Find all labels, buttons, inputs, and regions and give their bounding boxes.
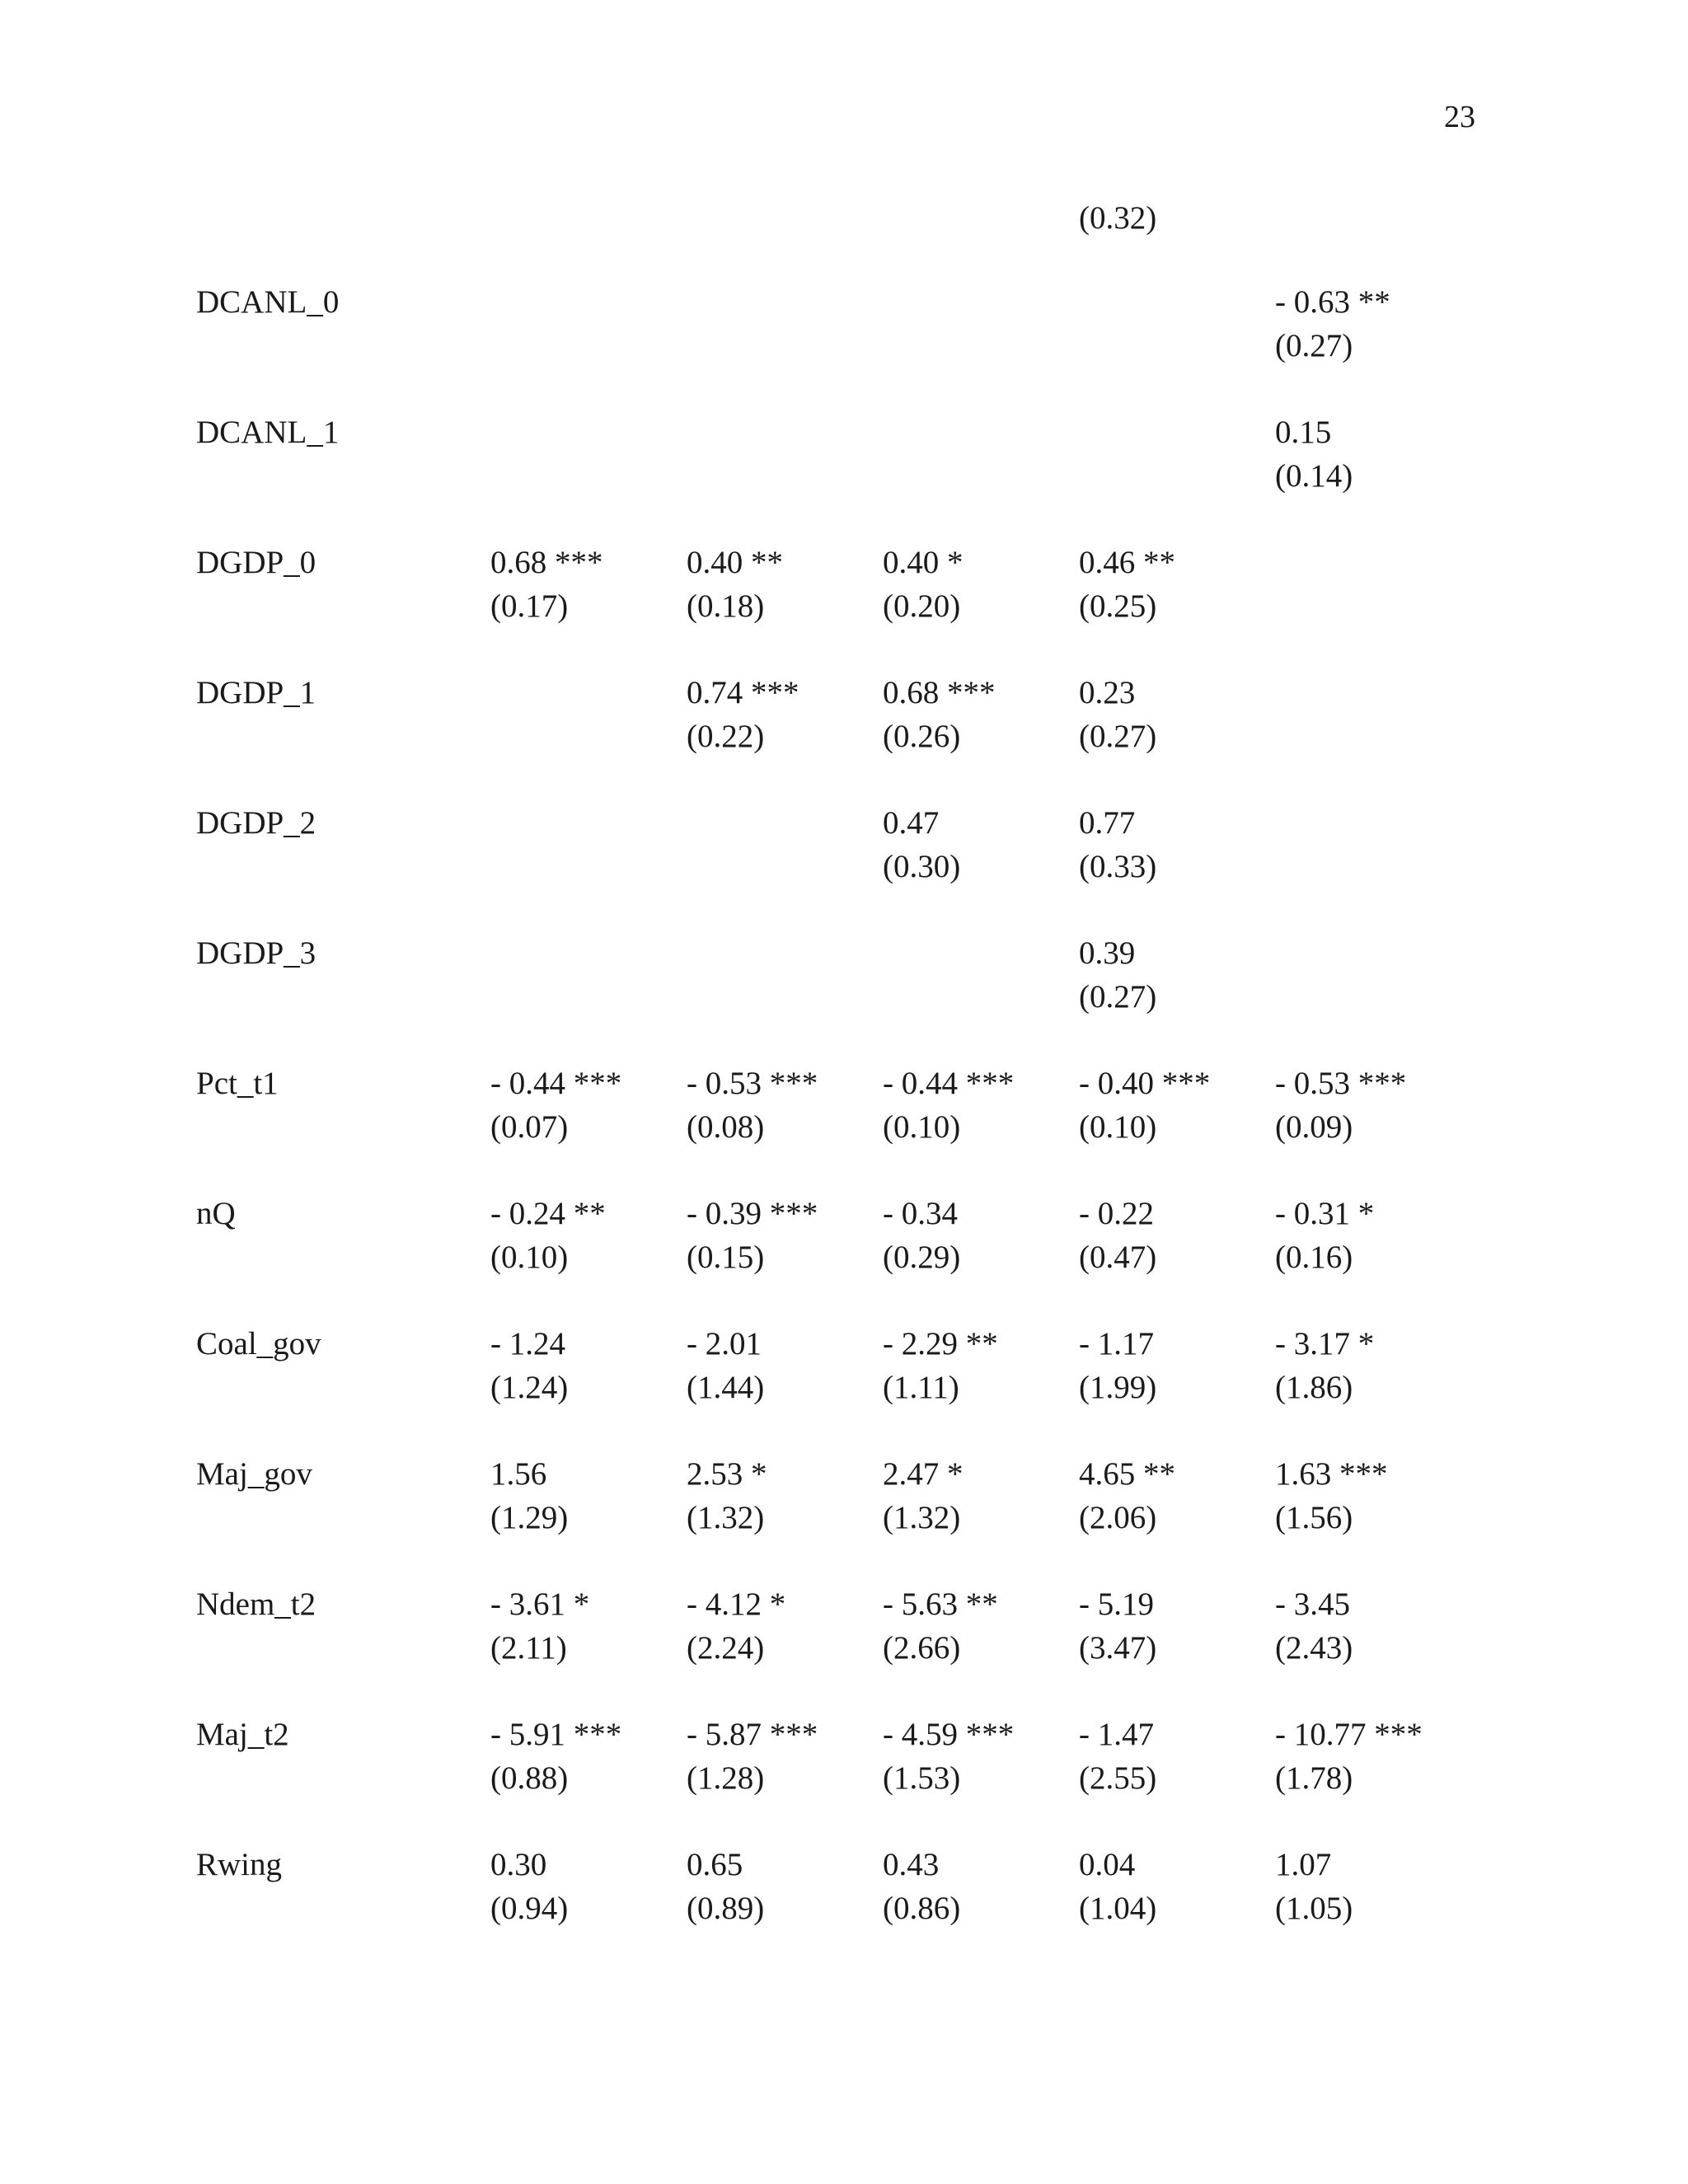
cell-col-2 — [687, 541, 783, 628]
coefficient: - 4.59 *** — [883, 1717, 1015, 1752]
coefficient: 4.65 ** — [1079, 1456, 1175, 1492]
table-row-continuation — [0, 196, 1688, 280]
coefficient: 0.04 — [1079, 1847, 1136, 1882]
coefficient: 1.07 — [1275, 1847, 1332, 1882]
standard-error: (0.14) — [1275, 458, 1353, 494]
cell-col-5 — [1275, 1713, 1423, 1800]
cell-col-5 — [1275, 1062, 1406, 1149]
cell-col-2 — [687, 671, 799, 758]
table-row-dgdp-2 — [0, 801, 1688, 931]
coefficient: 0.47 — [883, 805, 940, 841]
coefficient: - 5.63 ** — [883, 1586, 998, 1622]
standard-error: (0.18) — [687, 588, 765, 624]
cell-col-5 — [1275, 410, 1353, 498]
standard-error: (0.29) — [883, 1240, 961, 1275]
standard-error: (1.32) — [687, 1500, 765, 1535]
standard-error: (0.15) — [687, 1240, 765, 1275]
row-label: DCANL_0 — [196, 284, 340, 320]
row-label: DGDP_0 — [196, 545, 316, 580]
standard-error: (0.30) — [883, 849, 961, 884]
standard-error: (1.28) — [687, 1760, 765, 1796]
standard-error: (2.55) — [1079, 1760, 1157, 1796]
row-label: Maj_gov — [196, 1456, 312, 1492]
cell-col-5 — [1275, 280, 1390, 368]
coefficient: 2.53 * — [687, 1456, 767, 1492]
cell-col-1 — [490, 541, 603, 628]
standard-error: (0.33) — [1079, 849, 1157, 884]
standard-error: (0.89) — [687, 1891, 765, 1926]
cell-col-1 — [490, 1582, 589, 1670]
coefficient: 0.40 ** — [687, 545, 783, 580]
standard-error: (0.86) — [883, 1891, 961, 1926]
cell-col-3 — [883, 1062, 1014, 1149]
table-row-dgdp-0 — [0, 541, 1688, 671]
cell-col-3 — [883, 1843, 960, 1930]
cell-col-5 — [1275, 1322, 1374, 1409]
standard-error: (0.08) — [687, 1109, 765, 1145]
coefficient: 0.23 — [1079, 675, 1136, 710]
cell-col-4 — [1079, 1843, 1156, 1930]
cell-col-1 — [490, 1843, 568, 1930]
coefficient: - 0.39 *** — [687, 1196, 818, 1231]
coefficient: - 5.91 *** — [490, 1717, 622, 1752]
standard-error: (0.09) — [1275, 1109, 1353, 1145]
standard-error: (1.04) — [1079, 1891, 1157, 1926]
standard-error: (1.24) — [490, 1370, 569, 1405]
coefficient: - 2.29 ** — [883, 1326, 998, 1361]
cell-col-3 — [883, 1322, 998, 1409]
cell-col-5 — [1275, 1843, 1353, 1930]
cell-col-2 — [687, 1582, 785, 1670]
cell-col-4 — [1079, 541, 1175, 628]
page-number: 23 — [1444, 100, 1475, 134]
coefficient: - 1.24 — [490, 1326, 565, 1361]
coefficient: 2.47 * — [883, 1456, 964, 1492]
table-row-ndem-t2 — [0, 1582, 1688, 1713]
coefficient: - 4.12 * — [687, 1586, 786, 1622]
cell-col-4 — [1079, 1582, 1156, 1670]
standard-error: (0.10) — [1079, 1109, 1157, 1145]
cell-col-2 — [687, 1192, 818, 1279]
cell-col-2 — [687, 1452, 767, 1540]
standard-error: (0.16) — [1275, 1240, 1353, 1275]
standard-error: (1.44) — [687, 1370, 765, 1405]
cell-col-4 — [1079, 1713, 1156, 1800]
standard-error: (0.27) — [1079, 719, 1157, 754]
standard-error: (0.94) — [490, 1891, 569, 1926]
standard-error: (0.17) — [490, 588, 569, 624]
standard-error: (2.24) — [687, 1630, 765, 1666]
coefficient: - 0.24 ** — [490, 1196, 606, 1231]
coefficient: 0.15 — [1275, 415, 1332, 450]
row-label: DCANL_1 — [196, 415, 340, 450]
coefficient: - 5.19 — [1079, 1586, 1154, 1622]
standard-error: (2.06) — [1079, 1500, 1157, 1535]
standard-error: (3.47) — [1079, 1630, 1157, 1666]
row-label: Coal_gov — [196, 1326, 321, 1361]
coefficient: 0.39 — [1079, 935, 1136, 971]
cell-col-3 — [883, 671, 996, 758]
coefficient: 0.68 *** — [490, 545, 603, 580]
coefficient: 1.63 *** — [1275, 1456, 1388, 1492]
coefficient: - 0.22 — [1079, 1196, 1154, 1231]
cell-col-4 — [1079, 1062, 1210, 1149]
standard-error: (1.78) — [1275, 1760, 1353, 1796]
table-row-dgdp-1 — [0, 671, 1688, 801]
cell-col-4 — [1079, 1452, 1175, 1540]
cell-col-1 — [490, 1062, 621, 1149]
row-label: nQ — [196, 1196, 236, 1231]
row-label: DGDP_2 — [196, 805, 316, 841]
row-label: DGDP_1 — [196, 675, 316, 710]
standard-error: (0.88) — [490, 1760, 569, 1796]
regression-table — [0, 196, 1688, 1973]
cell-col-2 — [687, 1713, 818, 1800]
coefficient: - 0.53 *** — [1275, 1066, 1407, 1101]
cell-col-4 — [1079, 196, 1156, 240]
table-row-dgdp-3 — [0, 931, 1688, 1062]
cell-col-4 — [1079, 801, 1156, 888]
cell-col-5 — [1275, 1192, 1374, 1279]
standard-error: (0.20) — [883, 588, 961, 624]
row-label: DGDP_3 — [196, 935, 316, 971]
coefficient: 0.30 — [490, 1847, 547, 1882]
coefficient: - 5.87 *** — [687, 1717, 818, 1752]
cell-col-2 — [687, 1062, 818, 1149]
table-row-dcanl-1 — [0, 410, 1688, 541]
coefficient: 0.65 — [687, 1847, 743, 1882]
cell-col-4 — [1079, 931, 1156, 1019]
coefficient: - 0.44 *** — [883, 1066, 1015, 1101]
cell-col-5 — [1275, 1452, 1388, 1540]
cell-col-4 — [1079, 1322, 1156, 1409]
cell-col-3 — [883, 1192, 960, 1279]
cell-col-1 — [490, 1192, 606, 1279]
table-row-dcanl-0 — [0, 280, 1688, 410]
standard-error: (1.53) — [883, 1760, 961, 1796]
standard-error: (0.10) — [883, 1109, 961, 1145]
coefficient: - 3.61 * — [490, 1586, 590, 1622]
cell-col-1 — [490, 1452, 568, 1540]
cell-col-2 — [687, 1322, 764, 1409]
standard-error: (1.11) — [883, 1370, 959, 1405]
coefficient: - 1.17 — [1079, 1326, 1154, 1361]
coefficient: (0.32) — [1079, 200, 1157, 236]
standard-error: (0.27) — [1079, 979, 1157, 1015]
coefficient: 0.40 * — [883, 545, 964, 580]
table-row-pct-t1 — [0, 1062, 1688, 1192]
standard-error: (0.10) — [490, 1240, 569, 1275]
cell-col-3 — [883, 1452, 964, 1540]
coefficient: 0.74 *** — [687, 675, 799, 710]
table-row-rwing — [0, 1843, 1688, 1973]
row-label: Ndem_t2 — [196, 1586, 316, 1622]
standard-error: (1.05) — [1275, 1891, 1353, 1926]
cell-col-3 — [883, 1582, 998, 1670]
coefficient: 0.43 — [883, 1847, 940, 1882]
row-label: Pct_t1 — [196, 1066, 279, 1101]
standard-error: (0.27) — [1275, 328, 1353, 363]
coefficient: - 0.31 * — [1275, 1196, 1375, 1231]
cell-col-2 — [687, 1843, 764, 1930]
coefficient: - 1.47 — [1079, 1717, 1154, 1752]
row-label: Rwing — [196, 1847, 283, 1882]
standard-error: (0.22) — [687, 719, 765, 754]
row-label: Maj_t2 — [196, 1717, 289, 1752]
cell-col-1 — [490, 1713, 621, 1800]
cell-col-3 — [883, 1713, 1014, 1800]
cell-col-5 — [1275, 1582, 1353, 1670]
coefficient: - 3.45 — [1275, 1586, 1350, 1622]
standard-error: (1.29) — [490, 1500, 569, 1535]
standard-error: (1.32) — [883, 1500, 961, 1535]
cell-col-4 — [1079, 671, 1156, 758]
coefficient: 0.46 ** — [1079, 545, 1175, 580]
standard-error: (2.43) — [1275, 1630, 1353, 1666]
coefficient: - 0.34 — [883, 1196, 958, 1231]
table-row-coal-gov — [0, 1322, 1688, 1452]
standard-error: (1.99) — [1079, 1370, 1157, 1405]
coefficient: 0.68 *** — [883, 675, 996, 710]
standard-error: (1.86) — [1275, 1370, 1353, 1405]
standard-error: (2.11) — [490, 1630, 567, 1666]
coefficient: - 0.63 ** — [1275, 284, 1390, 320]
cell-col-4 — [1079, 1192, 1156, 1279]
table-row-nq — [0, 1192, 1688, 1322]
coefficient: - 10.77 *** — [1275, 1717, 1423, 1752]
standard-error: (0.26) — [883, 719, 961, 754]
coefficient: - 3.17 * — [1275, 1326, 1375, 1361]
cell-col-1 — [490, 1322, 568, 1409]
standard-error: (0.47) — [1079, 1240, 1157, 1275]
coefficient: - 0.44 *** — [490, 1066, 622, 1101]
coefficient: 1.56 — [490, 1456, 547, 1492]
cell-col-3 — [883, 801, 960, 888]
table-row-maj-t2 — [0, 1713, 1688, 1843]
coefficient: 0.77 — [1079, 805, 1136, 841]
standard-error: (2.66) — [883, 1630, 961, 1666]
cell-col-3 — [883, 541, 964, 628]
coefficient: - 0.53 *** — [687, 1066, 818, 1101]
standard-error: (1.56) — [1275, 1500, 1353, 1535]
standard-error: (0.07) — [490, 1109, 569, 1145]
table-row-maj-gov — [0, 1452, 1688, 1582]
coefficient: - 0.40 *** — [1079, 1066, 1211, 1101]
coefficient: - 2.01 — [687, 1326, 762, 1361]
standard-error: (0.25) — [1079, 588, 1157, 624]
